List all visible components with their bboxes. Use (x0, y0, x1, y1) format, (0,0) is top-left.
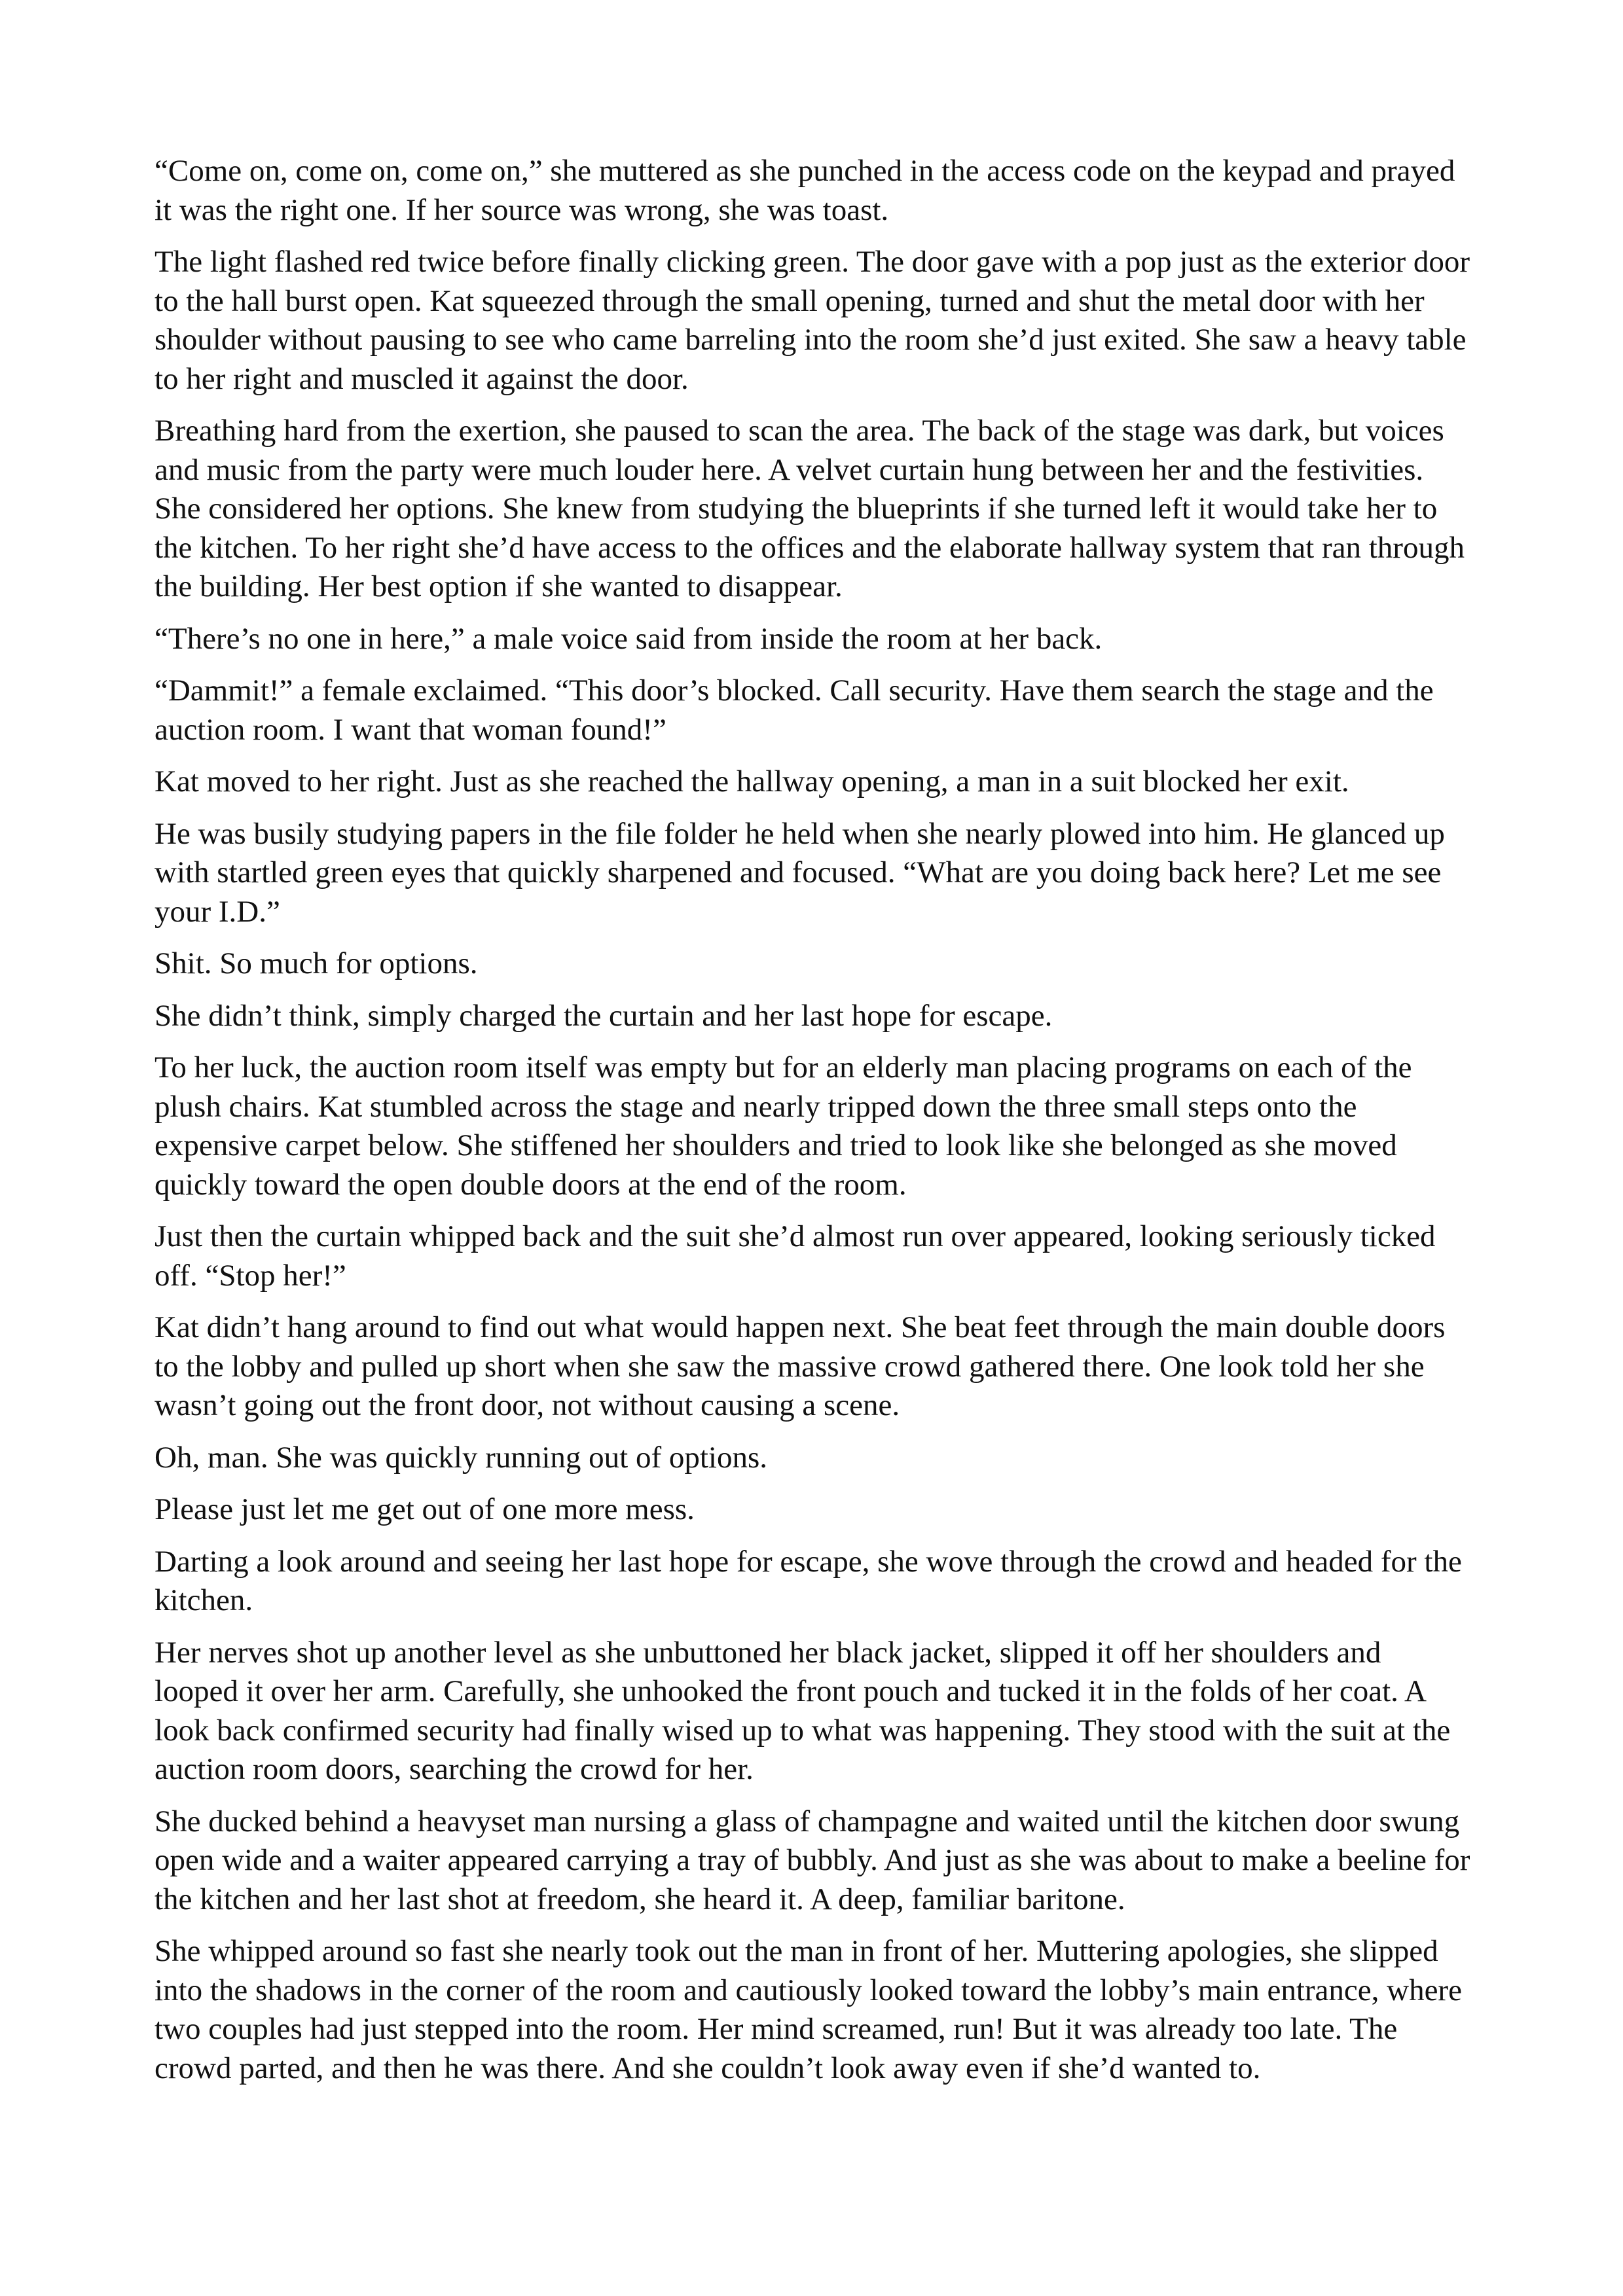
paragraph-17: She ducked behind a heavyset man nursing a glass of champagne and waited until the kitchen door swung open wide and a waiter appeared carrying a tray of bubbly. And just as she was about to make a beeline for the kitchen and her last shot at freedom, she heard it. A deep, familiar baritone. (155, 1804, 1470, 1916)
paragraph-2: The light flashed red twice before finally clicking green. The door gave with a pop just as the exterior door to the hall burst open. Kat squeezed through the small opening, turned and shut the metal door with her shoulder without pausing to see who came barreling into the room she’d just exited. She saw a heavy table to her right and muscled it against the door. (155, 245, 1470, 396)
paragraph-8: Shit. So much for options. (155, 946, 478, 980)
paragraph-6: Kat moved to her right. Just as she reached the hallway opening, a man in a suit blocked her exit. (155, 764, 1349, 798)
paragraph-4: “There’s no one in here,” a male voice said from inside the room at her back. (155, 621, 1103, 656)
paragraph-12: Kat didn’t hang around to find out what would happen next. She beat feet through the main double doors to the lobby and pulled up short when she saw the massive crowd gathered there. One look told her she wasn’t going out the front door, not without causing a scene. (155, 1310, 1446, 1422)
paragraph-18: She whipped around so fast she nearly took out the man in front of her. Muttering apologies, she slipped into the shadows in the corner of the room and cautiously looked toward the lobby’s main entrance, where two couples had just stepped into the room. Her mind screamed, run! But it was already too late. The crowd parted, and then he was there. And she couldn’t look away even if she’d wanted to. (155, 1934, 1462, 2085)
paragraph-10: To her luck, the auction room itself was empty but for an elderly man placing programs on each of the plush chairs. Kat stumbled across the stage and nearly tripped down the three small steps onto the expensive carpet below. She stiffened her shoulders and tried to look like she belonged as she moved quickly toward the open double doors at the end of the room. (155, 1050, 1412, 1202)
paragraph-14: Please just let me get out of one more mess. (155, 1492, 695, 1526)
paragraph-16: Her nerves shot up another level as she unbuttoned her black jacket, slipped it off her shoulders and looped it over her arm. Carefully, she unhooked the front pouch and tucked it in the folds of her coat. A look back confirmed security had finally wised up to what was happening. They stood with the suit at the auction room doors, searching the crowd for her. (155, 1635, 1451, 1786)
paragraph-3: Breathing hard from the exertion, she paused to scan the area. The back of the stage was dark, but voices and music from the party were much louder here. A velvet curtain hung between her and the festivities. She considered her options. She knew from studying the blueprints if she turned left it would take her to the kitchen. To her right she’d have access to the offices and the elaborate hallway system that ran through the building. Her best option if she wanted to disappear. (155, 414, 1465, 603)
paragraph-1: “Come on, come on, come on,” she muttered as she punched in the access code on the keypad and prayed it was the right one. If her source was wrong, she was toast. (155, 154, 1455, 227)
paragraph-9: She didn’t think, simply charged the curtain and her last hope for escape. (155, 998, 1053, 1033)
paragraph-5: “Dammit!” a female exclaimed. “This door’s blocked. Call security. Have them search the stage and the auction room. I want that woman found!” (155, 673, 1434, 747)
paragraph-15: Darting a look around and seeing her last hope for escape, she wove through the crowd and headed for the kitchen. (155, 1544, 1462, 1617)
paragraph-7: He was busily studying papers in the file folder he held when she nearly plowed into him. He glanced up with startled green eyes that quickly sharpened and focused. “What are you doing back here? Let me see your I.D.” (155, 816, 1445, 929)
paragraph-11: Just then the curtain whipped back and the suit she’d almost run over appeared, looking seriously ticked off. “Stop her!” (155, 1219, 1436, 1293)
document-page (155, 152, 1472, 2101)
paragraph-13: Oh, man. She was quickly running out of options. (155, 1440, 768, 1475)
